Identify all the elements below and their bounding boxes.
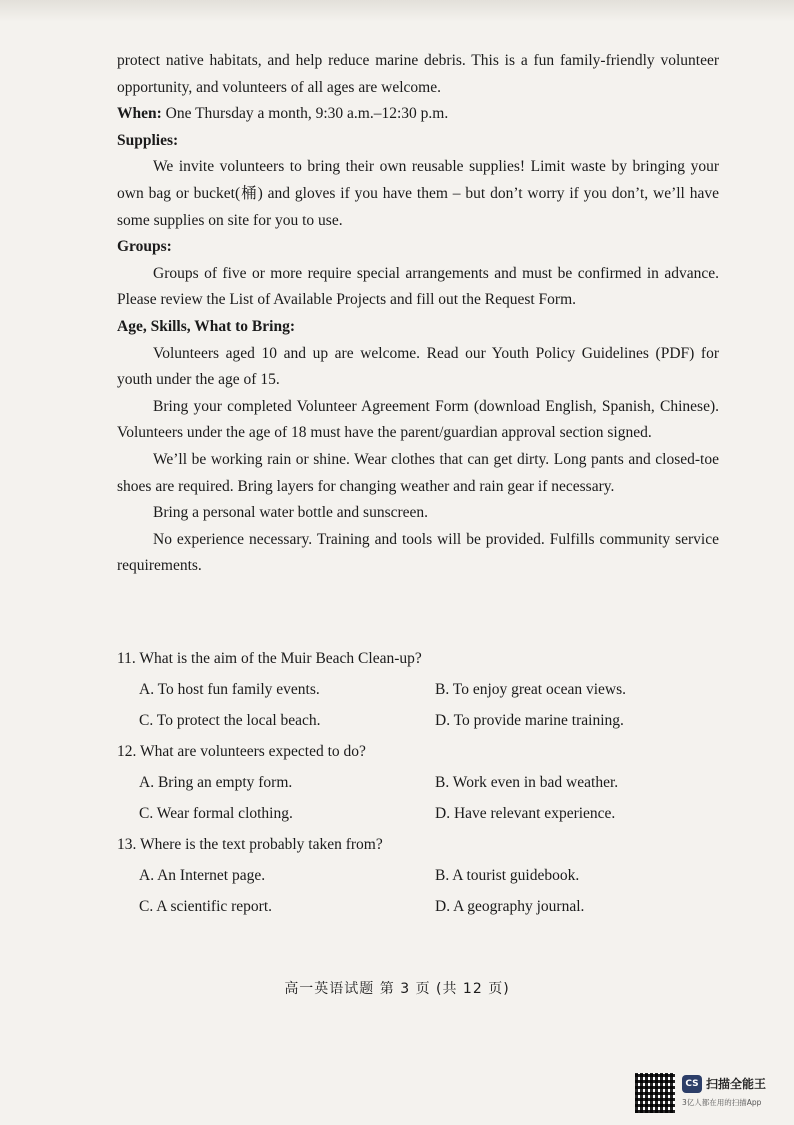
option-b: B. To enjoy great ocean views. — [435, 681, 627, 698]
groups-text: Groups of five or more require special arrangements and must be confirmed in advance. Please review the List of Available Projects and fill out the Request Form. — [117, 264, 719, 309]
qr-code-icon — [635, 1073, 675, 1113]
age-heading: Age, Skills, What to Bring: — [117, 317, 295, 335]
scanner-tagline: 3亿人都在用的扫描App — [682, 1098, 762, 1107]
supplies-text: We invite volunteers to bring their own reusable supplies! Limit waste by bringing your own bag or bucket(桶) and gloves if you have them – but don’t worry if you don’t, we’ll have some supplies on site for you to use. — [117, 158, 719, 229]
option-c: C. Wear formal clothing. — [139, 805, 293, 822]
when-value: One Thursday a month, 9:30 a.m.–12:30 p.m. — [161, 105, 449, 123]
option-a: A. An Internet page. — [139, 867, 266, 884]
question-stem: 12. What are volunteers expected to do? — [117, 743, 366, 760]
passage — [117, 48, 719, 580]
groups-heading: Groups: — [117, 238, 172, 256]
scanner-watermark — [635, 1073, 785, 1113]
weather-text: We’ll be working rain or shine. Wear clothes that can get dirty. Long pants and closed-toe shoes are required. Bring layers for changing weather and rain gear if necessary. — [117, 450, 719, 495]
option-d: D. A geography journal. — [435, 898, 585, 915]
page-footer: 高一英语试题 第 3 页 (共 12 页) — [284, 981, 510, 997]
option-b: B. Work even in bad weather. — [435, 774, 619, 791]
option-a: A. To host fun family events. — [139, 681, 320, 698]
question-stem: 11. What is the aim of the Muir Beach Clean-up? — [117, 650, 422, 667]
option-d: D. To provide marine training. — [435, 712, 624, 729]
experience-text: No experience necessary. Training and tools will be provided. Fulfills community service requirements. — [117, 530, 719, 575]
when-label: When: — [117, 105, 162, 123]
option-a: A. Bring an empty form. — [139, 774, 293, 791]
option-d: D. Have relevant experience. — [435, 805, 616, 822]
when-line — [117, 101, 719, 128]
option-c: C. To protect the local beach. — [139, 712, 321, 729]
scanner-app-name: 扫描全能王 — [706, 1077, 767, 1091]
age-text: Volunteers aged 10 and up are welcome. Read our Youth Policy Guidelines (PDF) for youth under the age of 15. — [117, 344, 719, 389]
option-b: B. A tourist guidebook. — [435, 867, 580, 884]
passage-intro: protect native habitats, and help reduce marine debris. This is a fun family-friendly volunteer opportunity, and volunteers of all ages are welcome. — [117, 52, 719, 96]
camscanner-logo-icon: CS — [682, 1075, 702, 1093]
agreement-text: Bring your completed Volunteer Agreement Form (download English, Spanish, Chinese). Volunteers under the age of 18 must have the parent/guardian approval section signed. — [117, 397, 719, 442]
option-c: C. A scientific report. — [139, 898, 273, 915]
question-stem: 13. Where is the text probably taken from? — [117, 836, 383, 853]
bottle-text: Bring a personal water bottle and sunscreen. — [153, 504, 429, 522]
scan-edge-shadow — [0, 0, 794, 22]
supplies-heading: Supplies: — [117, 131, 179, 149]
